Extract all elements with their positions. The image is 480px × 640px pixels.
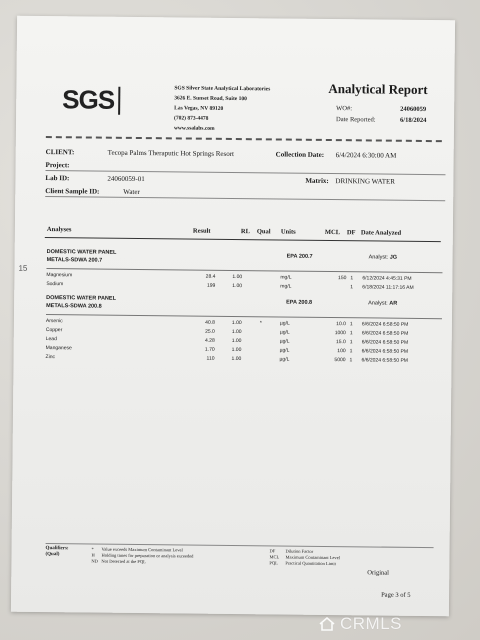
header-divider [46, 136, 442, 142]
reporting-limit: 1.00 [231, 337, 242, 345]
matrix-value: DRINKING WATER [335, 177, 396, 186]
section-subtitle: METALS-SDWA 200.7 [46, 257, 103, 264]
date-analyzed: 6/6/2024 6:58:50 PM [361, 357, 409, 364]
work-order-block [336, 103, 427, 126]
analyte-name: Manganese [45, 345, 72, 352]
col-df: DF [346, 229, 356, 237]
results-table-header [45, 224, 441, 242]
date-analyzed: 6/18/2024 11:17:16 AM [362, 284, 414, 291]
dilution-factor: 1 [349, 348, 353, 355]
section-title: DOMESTIC WATER PANEL [46, 249, 117, 256]
matrix-label: Matrix: [305, 176, 329, 185]
section-title: DOMESTIC WATER PANEL [46, 295, 116, 302]
lab-street: 3626 E. Sunset Road, Suite 100 [174, 95, 247, 103]
project-label: Project: [45, 161, 70, 170]
qualifier-item: PQL Practical Quantitation Limit [269, 560, 336, 567]
units: µg/L [279, 338, 290, 345]
col-rl: RL [240, 228, 250, 236]
lab-id-value: 24060059-01 [107, 174, 145, 184]
client-sample-id-label: Client Sample ID: [45, 187, 100, 196]
units: mg/L [280, 274, 292, 281]
qualifier-item: * Value exceeds Maximum Contaminant Level [91, 546, 183, 553]
collection-date-value: 6/4/2024 6:30:00 AM [335, 151, 397, 160]
client-label: CLIENT: [45, 148, 75, 157]
logo-bar [118, 87, 120, 115]
date-analyzed: 6/6/2024 6:58:50 PM [361, 339, 409, 346]
date-analyzed: 6/12/2024 4:45:31 PM [362, 275, 412, 282]
wo-label: WO#: [336, 105, 353, 113]
analyte-name: Arsenic [45, 318, 63, 325]
qualifier: * [259, 320, 262, 327]
lab-phone: (702) 873-4478 [174, 115, 209, 122]
report-page [11, 16, 455, 617]
handwritten-note: 15 [18, 263, 28, 273]
dilution-factor: 1 [349, 357, 353, 364]
analyte-name: Magnesium [46, 272, 73, 279]
units: mg/L [280, 283, 292, 290]
qualifiers-label: Qualifiers: [45, 546, 69, 552]
house-icon [319, 617, 335, 631]
date-analyzed: 6/6/2024 6:58:50 PM [361, 348, 409, 355]
dilution-factor: 1 [350, 284, 354, 291]
col-qual: Qual [256, 228, 271, 236]
report-title: Analytical Report [328, 80, 428, 98]
analyte-name: Lead [45, 336, 57, 343]
section-subtitle: METALS-SDWA 200.8 [46, 303, 102, 310]
col-result: Result [192, 227, 211, 235]
collection-date-label: Collection Date: [275, 150, 325, 159]
mcl-value: 10.0 [336, 321, 346, 328]
date-reported-label: Date Reported: [336, 116, 376, 124]
lab-id-label: Lab ID: [45, 174, 70, 183]
col-mcl: MCL [324, 228, 341, 237]
reporting-limit: 1.00 [231, 346, 242, 354]
date-reported-value: 6/18/2024 [400, 116, 427, 125]
mcl-value: 1000 [334, 330, 346, 337]
units: µg/L [279, 356, 290, 363]
date-analyzed: 6/6/2024 6:58:50 PM [361, 330, 409, 337]
section-analyst: Analyst: JG [368, 254, 398, 261]
section-sdwa-200-7 [46, 248, 442, 293]
result-value: 110 [206, 355, 215, 362]
client-value: Tecopa Palms Theraputic Hot Springs Resort [107, 148, 235, 159]
result-value: 199 [206, 282, 216, 289]
qualifier-item: MCL Maximum Contaminant Level [269, 554, 341, 561]
section-sdwa-200-8 [46, 294, 443, 366]
section-analyst: Analyst: AR [368, 300, 398, 307]
qualifier-item: H Holding times for preparation or analysis exceeded [91, 552, 194, 559]
mcl-value: 15.0 [335, 339, 346, 346]
analyte-name: Zinc [45, 354, 56, 361]
wo-value: 24060059 [400, 105, 427, 114]
dilution-factor: 1 [349, 339, 353, 346]
qual-label: (Qual) [45, 552, 60, 558]
dilution-factor: 1 [349, 321, 353, 328]
sgs-logo: SGS [62, 84, 115, 115]
result-value: 1.70 [204, 346, 215, 353]
qualifier-item: DF Dilution Factor [269, 548, 314, 554]
dilution-factor: 1 [349, 330, 353, 337]
reporting-limit: 1.00 [231, 328, 242, 336]
mcl-value: 5000 [334, 357, 346, 364]
analyte-name: Sodium [46, 281, 64, 288]
lab-website: www.ssalabs.com [173, 125, 215, 132]
dilution-factor: 1 [350, 275, 354, 282]
reporting-limit: 1.00 [231, 319, 242, 327]
lab-name: SGS Silver State Analytical Laboratories [174, 85, 271, 93]
col-analyses: Analyses [46, 226, 72, 234]
original-label: Original [367, 569, 390, 577]
col-date-analyzed: Date Analyzed [360, 229, 402, 237]
analyte-name: Copper [45, 327, 63, 334]
lab-city: Las Vegas, NV 89120 [174, 105, 224, 112]
mcl-value: 100 [337, 348, 346, 355]
reporting-limit: 1.00 [232, 282, 243, 290]
reporting-limit: 1.00 [232, 273, 243, 281]
result-value: 25.0 [205, 328, 215, 335]
units: µg/L [279, 347, 290, 354]
page-number: Page 3 of 5 [381, 591, 411, 599]
section-method: EPA 200.8 [286, 299, 313, 306]
reporting-limit: 1.00 [231, 355, 242, 363]
date-analyzed: 6/6/2024 6:58:50 PM [361, 321, 409, 328]
mcl-value: 150 [338, 275, 347, 282]
crmls-watermark: CRMLS [340, 614, 403, 633]
lab-address [174, 83, 270, 134]
section-method: EPA 200.7 [286, 253, 313, 260]
client-sample-id-value: Water [123, 187, 140, 197]
client-info [45, 146, 446, 202]
result-value: 40.8 [205, 319, 215, 326]
units: µg/L [279, 320, 290, 327]
col-units: Units [280, 228, 296, 236]
qualifier-item: ND Not Detected at the PQL [91, 558, 146, 565]
units: µg/L [279, 329, 290, 336]
result-value: 28.4 [205, 273, 216, 280]
result-value: 4.28 [204, 337, 215, 344]
